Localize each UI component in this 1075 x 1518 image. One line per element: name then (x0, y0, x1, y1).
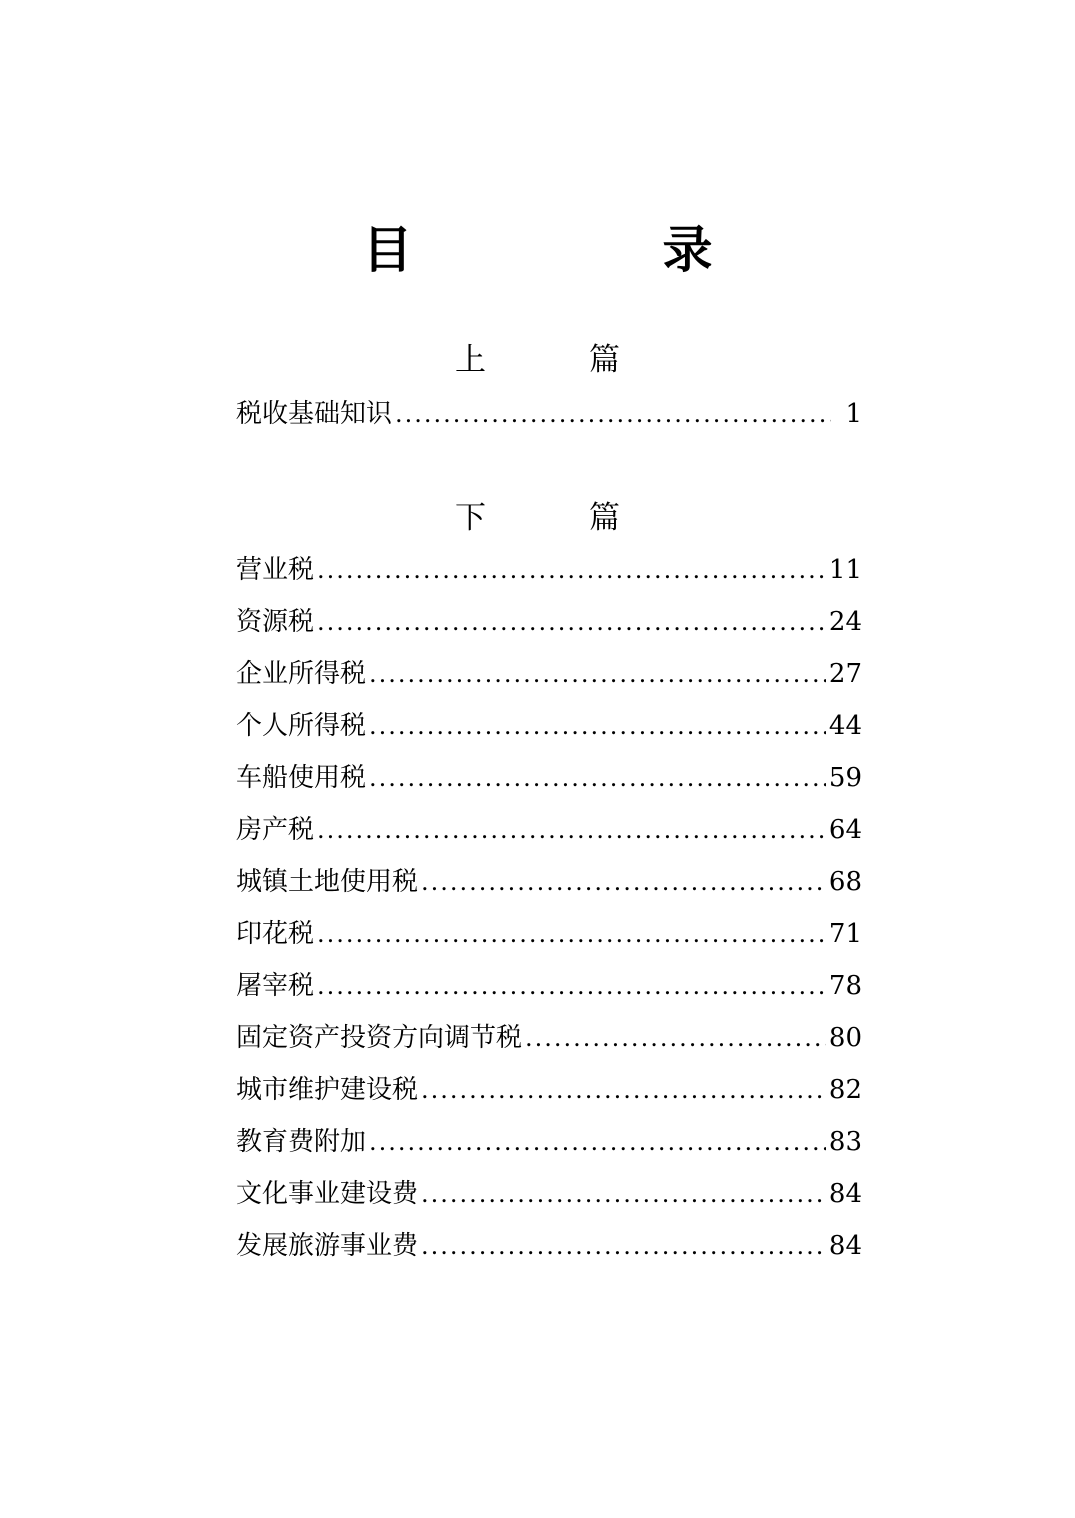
toc-entry-page: 27 (828, 659, 862, 689)
toc-entry[interactable] (236, 1228, 862, 1264)
toc-entry-label: 个人所得税 (236, 711, 367, 741)
toc-entry[interactable] (236, 396, 862, 432)
toc-entry-label: 资源税 (236, 607, 315, 637)
toc-entry[interactable] (236, 916, 862, 952)
toc-entry-label: 城市维护建设税 (236, 1075, 419, 1105)
toc-entry-page: 78 (828, 971, 862, 1001)
toc-entry[interactable] (236, 604, 862, 640)
toc-entry-label: 城镇土地使用税 (236, 867, 419, 897)
toc-entry-label: 企业所得税 (236, 659, 367, 689)
dot-leader (369, 760, 826, 796)
dot-leader (395, 396, 831, 432)
toc-entry-page: 84 (828, 1179, 862, 1209)
toc-entry[interactable] (236, 760, 862, 796)
toc-entry[interactable] (236, 552, 862, 588)
toc-entry[interactable] (236, 1124, 862, 1160)
dot-leader (421, 1228, 826, 1264)
dot-leader (421, 864, 826, 900)
dot-leader (317, 968, 826, 1004)
toc-entry[interactable] (236, 864, 862, 900)
toc-entry-label: 营业税 (236, 555, 315, 585)
toc-entry[interactable] (236, 812, 862, 848)
dot-leader (317, 812, 826, 848)
toc-entry-page: 1 (845, 399, 862, 429)
toc-entry-page: 71 (828, 919, 862, 949)
toc-entry-label: 发展旅游事业费 (236, 1231, 419, 1261)
toc-entry-page: 80 (828, 1023, 862, 1053)
toc-entry[interactable] (236, 656, 862, 692)
section-heading-upper: 上 篇 (455, 342, 656, 378)
toc-entry-label: 房产税 (236, 815, 315, 845)
toc-entry-label: 教育费附加 (236, 1127, 367, 1157)
dot-leader (369, 1124, 826, 1160)
dot-leader (421, 1072, 826, 1108)
toc-entry[interactable] (236, 1072, 862, 1108)
toc-entry[interactable] (236, 968, 862, 1004)
dot-leader (317, 604, 826, 640)
toc-entry-label: 文化事业建设费 (236, 1179, 419, 1209)
section-heading-lower: 下 篇 (455, 500, 656, 536)
toc-entry-page: 83 (828, 1127, 862, 1157)
toc-entry[interactable] (236, 1176, 862, 1212)
toc-entry-label: 税收基础知识 (236, 399, 393, 429)
toc-entry-page: 11 (828, 555, 862, 585)
dot-leader (317, 916, 826, 952)
toc-entry-page: 24 (828, 607, 862, 637)
toc-entry-label: 屠宰税 (236, 971, 315, 1001)
dot-leader (317, 552, 826, 588)
toc-entry-page: 84 (828, 1231, 862, 1261)
toc-entry-page: 64 (828, 815, 862, 845)
toc-entry-page: 44 (828, 711, 862, 741)
page-title: 目 录 (362, 221, 813, 279)
dot-leader (369, 656, 826, 692)
toc-entry[interactable] (236, 708, 862, 744)
dot-leader (525, 1020, 826, 1056)
dot-leader (369, 708, 826, 744)
toc-entry-page: 59 (828, 763, 862, 793)
toc-entry[interactable] (236, 1020, 862, 1056)
toc-entry-label: 印花税 (236, 919, 315, 949)
dot-leader (421, 1176, 826, 1212)
toc-entry-label: 车船使用税 (236, 763, 367, 793)
toc-entry-page: 82 (828, 1075, 862, 1105)
toc-entry-label: 固定资产投资方向调节税 (236, 1023, 523, 1053)
toc-entry-page: 68 (828, 867, 862, 897)
